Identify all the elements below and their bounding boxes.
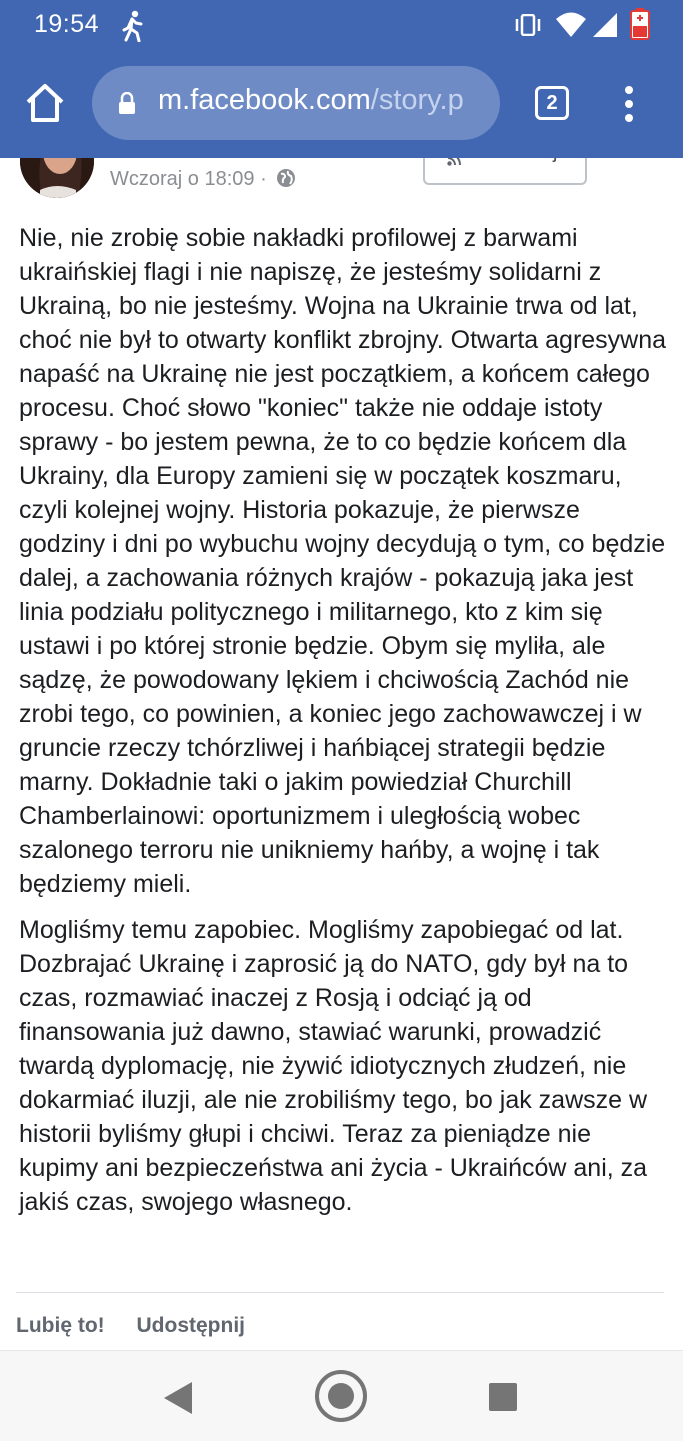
post-paragraph: Mogliśmy temu zapobiec. Mogliśmy zapobiegać od lat. Dozbrajać Ukrainę i zaprosić ją do NATO, gdy był na to czas, rozmawiać inaczej z Rosją i odciąć ją od finansowania już dawno, stawiać warunki, prowadzić twardą dyplomację, nie żywić idiotycznych złudzeń, nie dokarmiać iluzji, ale nie zrobiliśmy tego, bo jak zawsze w historii byliśmy głupi i chciwi. Teraz za pieniądze nie kupimy ani bezpieczeństwa ani życia - Ukraińców ani, za jakiś czas, swojego własnego. (19, 916, 648, 1216)
url-path: /story.p (370, 84, 464, 116)
home-circle-icon[interactable] (314, 1369, 368, 1423)
home-icon[interactable] (22, 80, 68, 126)
lock-icon (118, 92, 136, 114)
post-timestamp[interactable] (110, 168, 296, 191)
recent-apps-icon[interactable] (488, 1382, 518, 1412)
post-body (19, 221, 669, 1219)
timestamp-text: Wczoraj o 18:09 · (110, 168, 267, 190)
wifi-icon (556, 12, 586, 38)
status-time: 19:54 (34, 10, 100, 38)
tab-switcher-icon[interactable] (535, 86, 569, 120)
globe-icon (276, 168, 296, 188)
share-button[interactable]: Udostępnij (136, 1314, 245, 1337)
cellular-signal-icon (592, 12, 618, 38)
like-button[interactable]: Lubię to! (16, 1314, 105, 1337)
system-navigation-bar (0, 1350, 683, 1441)
address-bar[interactable] (92, 66, 500, 140)
divider (16, 1292, 664, 1293)
overflow-menu-icon[interactable] (616, 84, 642, 124)
back-icon[interactable] (162, 1381, 194, 1415)
status-bar (0, 0, 683, 52)
url-host: m.facebook.com (158, 84, 371, 116)
tab-count: 2 (546, 92, 558, 114)
battery-icon (629, 8, 651, 40)
browser-header (0, 0, 683, 158)
post-paragraph: Nie, nie zrobię sobie nakładki profilowej z barwami ukraińskiej flagi i nie napiszę, że jesteśmy solidarni z Ukrainą, bo nie jesteśmy. Wojna na Ukrainie trwa od lat, choć nie był to otwarty konflikt zbrojny. Otwarta agresywna napaść na Ukrainę nie jest początkiem, a końcem całego procesu. Choć słowo "koniec" także nie oddaje istoty sprawy - bo jestem pewna, że to co będzie końcem dla Ukrainy, dla Europy zamieni się w początek koszmaru, czyli kolejnej wojny. Historia pokazuje, że pierwsze godziny i dni po wybuchu wojny decydują o tym, co będzie dalej, a zachowania różnych krajów - pokazują jaka jest linia podziału politycznego i militarnego, kto z kim się ustawi i po której stronie będzie. Obym się myliła, ale sądzę, że powodowany lękiem i chciwością Zachód nie zrobi tego, co powinien, a koniec jego zachowawczej i w gruncie rzeczy tchórzliwej i hańbiącej strategii będzie marny. Dokładnie taki o jakim powiedział Churchill Chamberlainowi: oportunizmem i uległością wobec szalonego terroru nie unikniemy hańby, a wojnę i tak będziemy mieli. (19, 224, 667, 898)
vibrate-icon (513, 14, 543, 36)
walking-icon (120, 10, 146, 42)
url-text[interactable] (158, 84, 464, 117)
post-actions (16, 1314, 271, 1338)
